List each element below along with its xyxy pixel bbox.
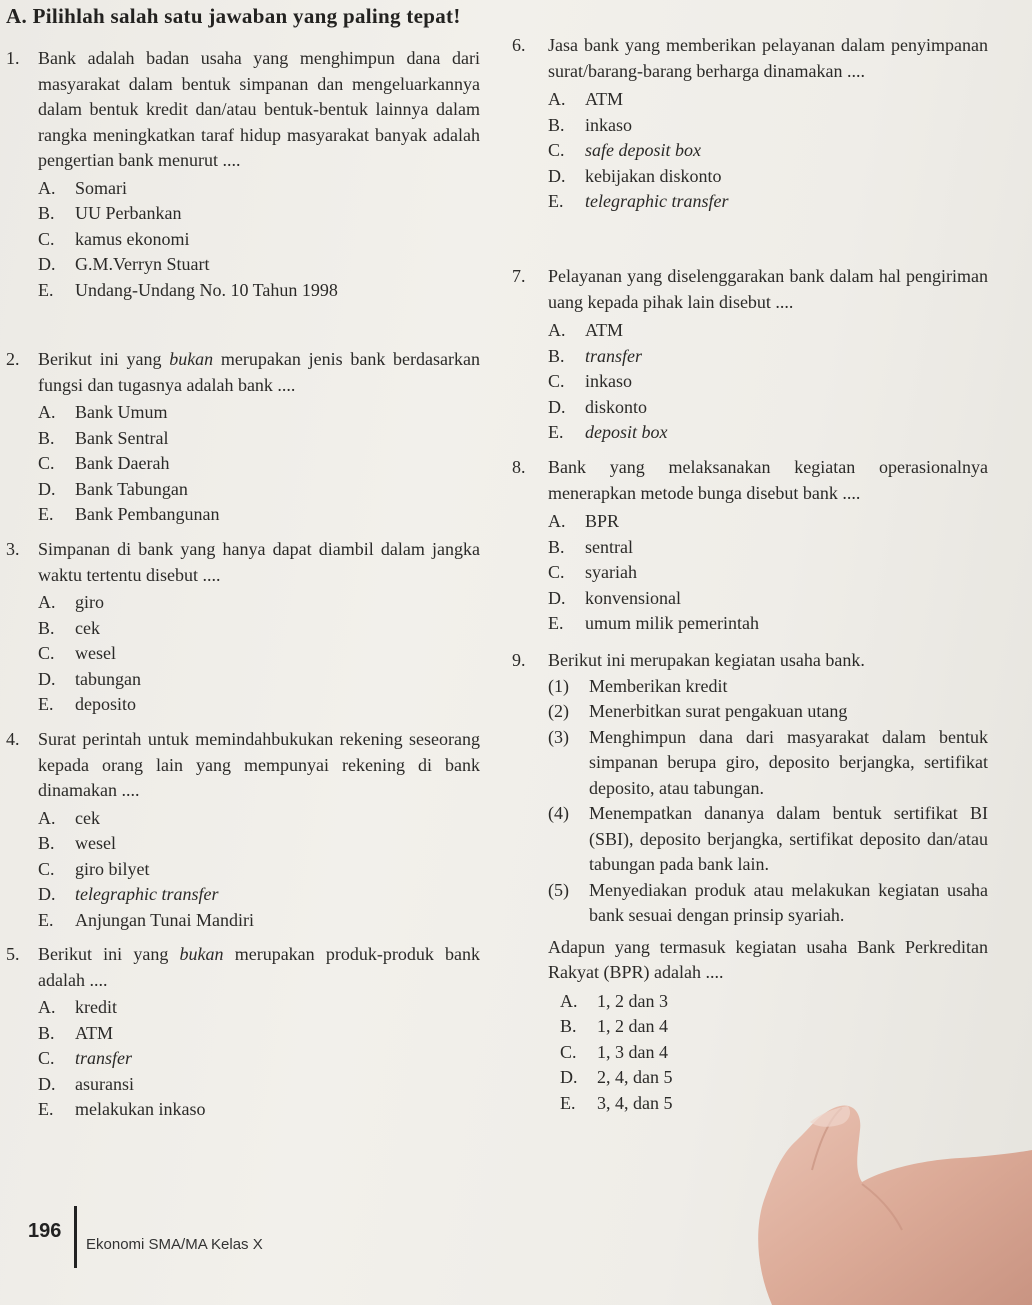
option-d[interactable]: D. kebijakan diskonto xyxy=(548,165,722,186)
option-a[interactable]: A. ATM xyxy=(548,89,624,109)
option-a[interactable]: A. BPR xyxy=(548,511,620,531)
question-stem: Simpanan di bank yang hanya dapat diambil dalam jangka waktu tertentu disebut .... xyxy=(38,539,480,585)
question-2 xyxy=(6,347,480,528)
option-list xyxy=(38,806,480,934)
option-a[interactable]: A. 1, 2 dan 3 xyxy=(560,990,668,1011)
option-e[interactable]: E. Bank Pembangunan xyxy=(38,504,220,525)
question-7 xyxy=(512,264,988,446)
question-number: 1. xyxy=(6,48,20,68)
option-d[interactable]: D. telegraphic transfer xyxy=(38,884,219,905)
option-list xyxy=(38,176,480,304)
question-stem: Berikut ini merupakan kegiatan usaha bank. xyxy=(548,650,865,670)
question-stem: Jasa bank yang memberikan pelayanan dalam penyimpanan surat/barang-barang berharga dinamakan .... xyxy=(548,35,988,81)
footer-divider xyxy=(74,1206,77,1268)
question-stem: Pelayanan yang diselenggarakan bank dalam hal pengiriman uang kepada pihak lain disebut .... xyxy=(548,266,988,312)
question-stem: Berikut ini yang bukan merupakan jenis bank berdasarkan fungsi dan tugasnya adalah bank .... xyxy=(38,349,481,395)
option-d[interactable]: D. diskonto xyxy=(548,396,648,417)
option-e[interactable]: E. Undang-Undang No. 10 Tahun 1998 xyxy=(38,279,338,300)
option-c[interactable]: C. Bank Daerah xyxy=(38,453,170,474)
statement-item: (5) Menyediakan produk atau melakukan kegiatan usaha bank sesuai dengan prinsip syariah. xyxy=(548,879,988,925)
option-d[interactable]: D. G.M.Verryn Stuart xyxy=(38,254,210,275)
option-list xyxy=(548,87,988,215)
statement-list xyxy=(548,674,988,929)
statement-item: (4) Menempatkan dananya dalam bentuk sertifikat BI (SBI), deposito berjangka, sertifikat deposito dan/atau tabungan pada bank lain. xyxy=(548,803,988,874)
question-number: 9. xyxy=(512,650,526,670)
question-stem: Bank yang melaksanakan kegiatan operasionalnya menerapkan metode bunga disebut bank .... xyxy=(548,457,988,503)
question-4 xyxy=(6,727,480,933)
option-c[interactable]: C. kamus ekonomi xyxy=(38,228,190,249)
question-stem: Berikut ini yang bukan merupakan produk-produk bank adalah .... xyxy=(38,944,481,990)
option-d[interactable]: D. asuransi xyxy=(38,1073,134,1094)
option-a[interactable]: A. ATM xyxy=(548,320,624,340)
option-a[interactable]: A. cek xyxy=(38,807,100,828)
option-c[interactable]: C. transfer xyxy=(38,1048,133,1069)
question-number: 2. xyxy=(6,349,20,369)
option-c[interactable]: C. syariah xyxy=(548,562,637,583)
section-title: A. Pilihlah salah satu jawaban yang paling tepat! xyxy=(6,4,461,28)
question-number: 8. xyxy=(512,457,526,477)
option-list xyxy=(560,989,988,1117)
option-d[interactable]: D. Bank Tabungan xyxy=(38,478,188,499)
option-d[interactable]: D. tabungan xyxy=(38,668,141,689)
option-e[interactable]: E. 3, 4, dan 5 xyxy=(560,1092,673,1113)
option-e[interactable]: E. deposito xyxy=(38,694,136,715)
option-c[interactable]: C. giro bilyet xyxy=(38,858,150,879)
question-stem: Bank adalah badan usaha yang menghimpun dana dari masyarakat dalam bentuk simpanan dan mengeluarkannya dalam bentuk kredit dan/atau bentuk-bentuk lainnya dalam rangka meningkatkan taraf hidup masyarakat banyak adalah pengertian bank menurut .... xyxy=(38,48,480,170)
option-e[interactable]: E. Anjungan Tunai Mandiri xyxy=(38,909,255,930)
option-d[interactable]: D. konvensional xyxy=(548,587,681,608)
option-c[interactable]: C. 1, 3 dan 4 xyxy=(560,1041,668,1062)
option-c[interactable]: C. inkaso xyxy=(548,371,632,392)
question-5 xyxy=(6,942,480,1123)
question-number: 4. xyxy=(6,729,20,749)
option-list xyxy=(548,318,988,446)
option-d[interactable]: D. 2, 4, dan 5 xyxy=(560,1067,673,1088)
option-e[interactable]: E. umum milik pemerintah xyxy=(548,613,759,634)
option-list xyxy=(548,509,988,637)
question-number: 6. xyxy=(512,35,526,55)
option-c[interactable]: C. wesel xyxy=(38,643,116,664)
option-list xyxy=(38,590,480,718)
option-e[interactable]: E. deposit box xyxy=(548,422,668,443)
statement-item: (3) Menghimpun dana dari masyarakat dalam bentuk simpanan berupa giro, deposito berjangka, sertifikat deposito, atau tabungan. xyxy=(548,726,988,798)
option-a[interactable]: A. Somari xyxy=(38,177,127,198)
question-stem: Surat perintah untuk memindahbukukan rekening seseorang kepada orang lain yang mempunyai rekening di bank dinamakan .... xyxy=(38,729,480,800)
question-3 xyxy=(6,537,480,718)
option-b[interactable]: B. UU Perbankan xyxy=(38,203,182,224)
page-number: 196 xyxy=(28,1220,62,1242)
option-b[interactable]: B. inkaso xyxy=(548,114,632,135)
option-b[interactable]: B. wesel xyxy=(38,833,116,854)
option-a[interactable]: A. kredit xyxy=(38,997,117,1017)
question-6 xyxy=(512,33,988,215)
option-b[interactable]: B. sentral xyxy=(548,536,633,557)
option-list xyxy=(38,400,480,528)
question-prompt: Adapun yang termasuk kegiatan usaha Bank Perkreditan Rakyat (BPR) adalah .... xyxy=(548,936,988,982)
option-b[interactable]: B. 1, 2 dan 4 xyxy=(560,1016,668,1037)
option-c[interactable]: C. safe deposit box xyxy=(548,140,701,161)
question-1 xyxy=(6,46,480,303)
option-a[interactable]: A. Bank Umum xyxy=(38,402,168,422)
book-title: Ekonomi SMA/MA Kelas X xyxy=(86,1236,263,1253)
option-b[interactable]: B. transfer xyxy=(548,345,643,366)
option-b[interactable]: B. ATM xyxy=(38,1022,114,1043)
question-number: 5. xyxy=(6,944,20,964)
option-e[interactable]: E. telegraphic transfer xyxy=(548,191,729,212)
statement-item: (1) Memberikan kredit xyxy=(548,675,728,696)
option-e[interactable]: E. melakukan inkaso xyxy=(38,1099,206,1120)
question-number: 7. xyxy=(512,266,526,286)
option-list xyxy=(38,995,480,1123)
statement-item: (2) Menerbitkan surat pengakuan utang xyxy=(548,701,848,721)
option-b[interactable]: B. cek xyxy=(38,617,100,638)
hand-image xyxy=(702,1100,1032,1305)
question-9 xyxy=(512,648,988,1116)
question-8 xyxy=(512,455,988,637)
question-number: 3. xyxy=(6,539,20,559)
option-b[interactable]: B. Bank Sentral xyxy=(38,427,169,448)
option-a[interactable]: A. giro xyxy=(38,592,104,612)
